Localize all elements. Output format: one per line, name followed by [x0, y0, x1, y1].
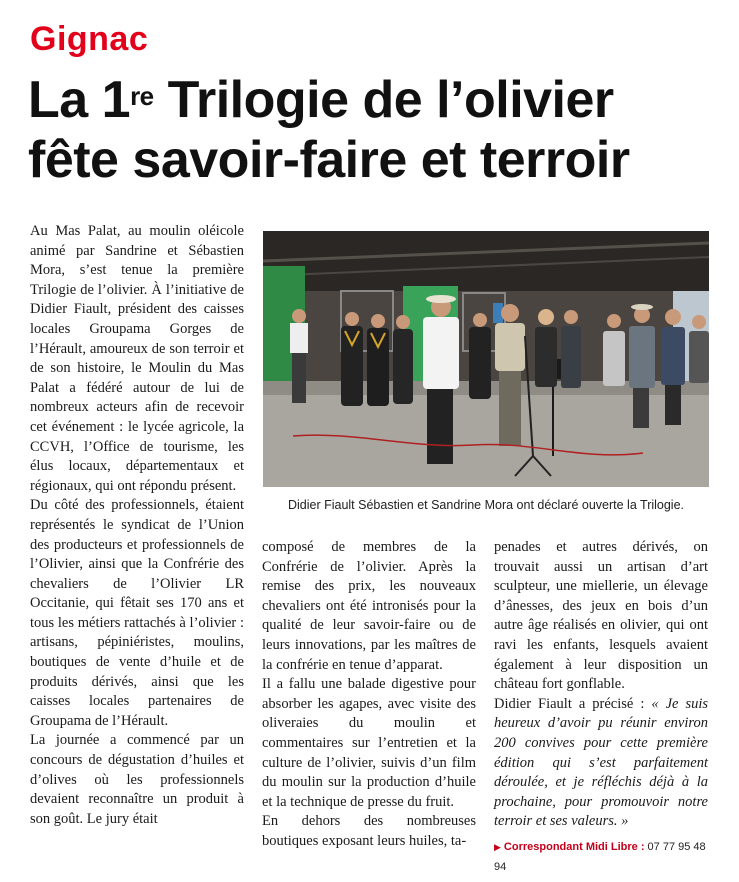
paragraph: Au Mas Palat, au moulin oléicole animé par Sandrine et Sébastien Mora, s’est tenue la première Trilogie de l’olivier. À l’initiative de Didier Fiault, président des caisses locales Groupama Gorges de l’Hérault, amoureux de son terroir et de son histoire, le Moulin du Mas Palat a fédéré autour de lui de nombreux acteurs afin de recevoir cet événement : le lycée agricole, la CCVH, l’Office de tourisme, les élus locaux, départementaux et régionaux, qui ont répondu présent.	[30, 223, 244, 494]
article-column-1	[30, 222, 244, 829]
photo-caption: Didier Fiault Sébastien et Sandrine Mora ont déclaré ouverte la Trilogie.	[287, 498, 685, 512]
paragraph: En dehors des nombreuses boutiques exposant leurs huiles, ta-	[262, 813, 476, 849]
kicker-location: Gignac	[30, 20, 149, 58]
headline-superscript: re	[130, 81, 154, 111]
event-photo	[263, 231, 709, 487]
credit-label: Correspondant Midi Libre :	[503, 840, 648, 853]
paragraph: La journée a commencé par un concours de dégustation d’huiles et d’olives où les professionnels devaient reconnaître un produit à son goût. Le jury était	[30, 732, 244, 827]
paragraph: penades et autres dérivés, on trouvait aussi un artisan d’art sculpteur, une miellerie, un élevage d’ânesses, des jeux en bois d’un autre âge réalisés en olivier, qui ont ravi les enfants, lesquels avaient également à leur disposition un château fort gonflable.	[494, 539, 708, 693]
credit-phone: 07 77 95 48 94	[494, 840, 706, 873]
quote-paragraph	[494, 695, 708, 832]
paragraph: Du côté des professionnels, étaient représentés le syndicat de l’Union des producteurs et professionnels de l’Olivier, ainsi que la Confrérie des chevaliers de l’Olivier LR Occitanie, qui fêtait ses 170 ans et tous les métiers rattachés à l’olivier : artisans, pépiniéristes, moulins, boutiques de vente d’huile et de produits dérivés, ainsi que les caisses locales partenaires de Groupama de l’Hérault.	[30, 497, 244, 729]
headline-part2: Trilogie de l’olivier	[153, 71, 614, 129]
headline-line2: fête savoir-faire et terroir	[28, 131, 630, 189]
headline-part1: La 1	[28, 71, 131, 129]
article-column-2	[262, 538, 476, 852]
triangle-arrow-icon: ▶	[494, 841, 501, 852]
article-column-3	[494, 538, 708, 877]
quote-lead: Didier Fiault a précisé :	[494, 695, 652, 712]
quote-text: « Je suis heureux d’avoir pu réunir environ 200 convives pour cette première édition qui s’est parfaitement déroulée, et je réfléchis déjà à la prochaine, pour promouvoir notre terroir et ses valeurs. »	[494, 695, 709, 830]
correspondent-credit	[494, 838, 708, 877]
headline	[28, 70, 718, 190]
paragraph: Il a fallu une balade digestive pour absorber les agapes, avec visite des oliveraies du moulin et commentaires sur l’entretien et la culture de l’olivier, suivis d’un film du moulin sur la production d’huile et la technique de presse du fruit.	[262, 676, 476, 810]
paragraph: composé de membres de la Confrérie de l’olivier. Après la remise des prix, les nouveaux chevaliers ont été intronisés pour la qualité de leur savoir-faire ou de leurs innovations, par les maîtres de la confrérie en tenue d’apparat.	[262, 539, 476, 673]
